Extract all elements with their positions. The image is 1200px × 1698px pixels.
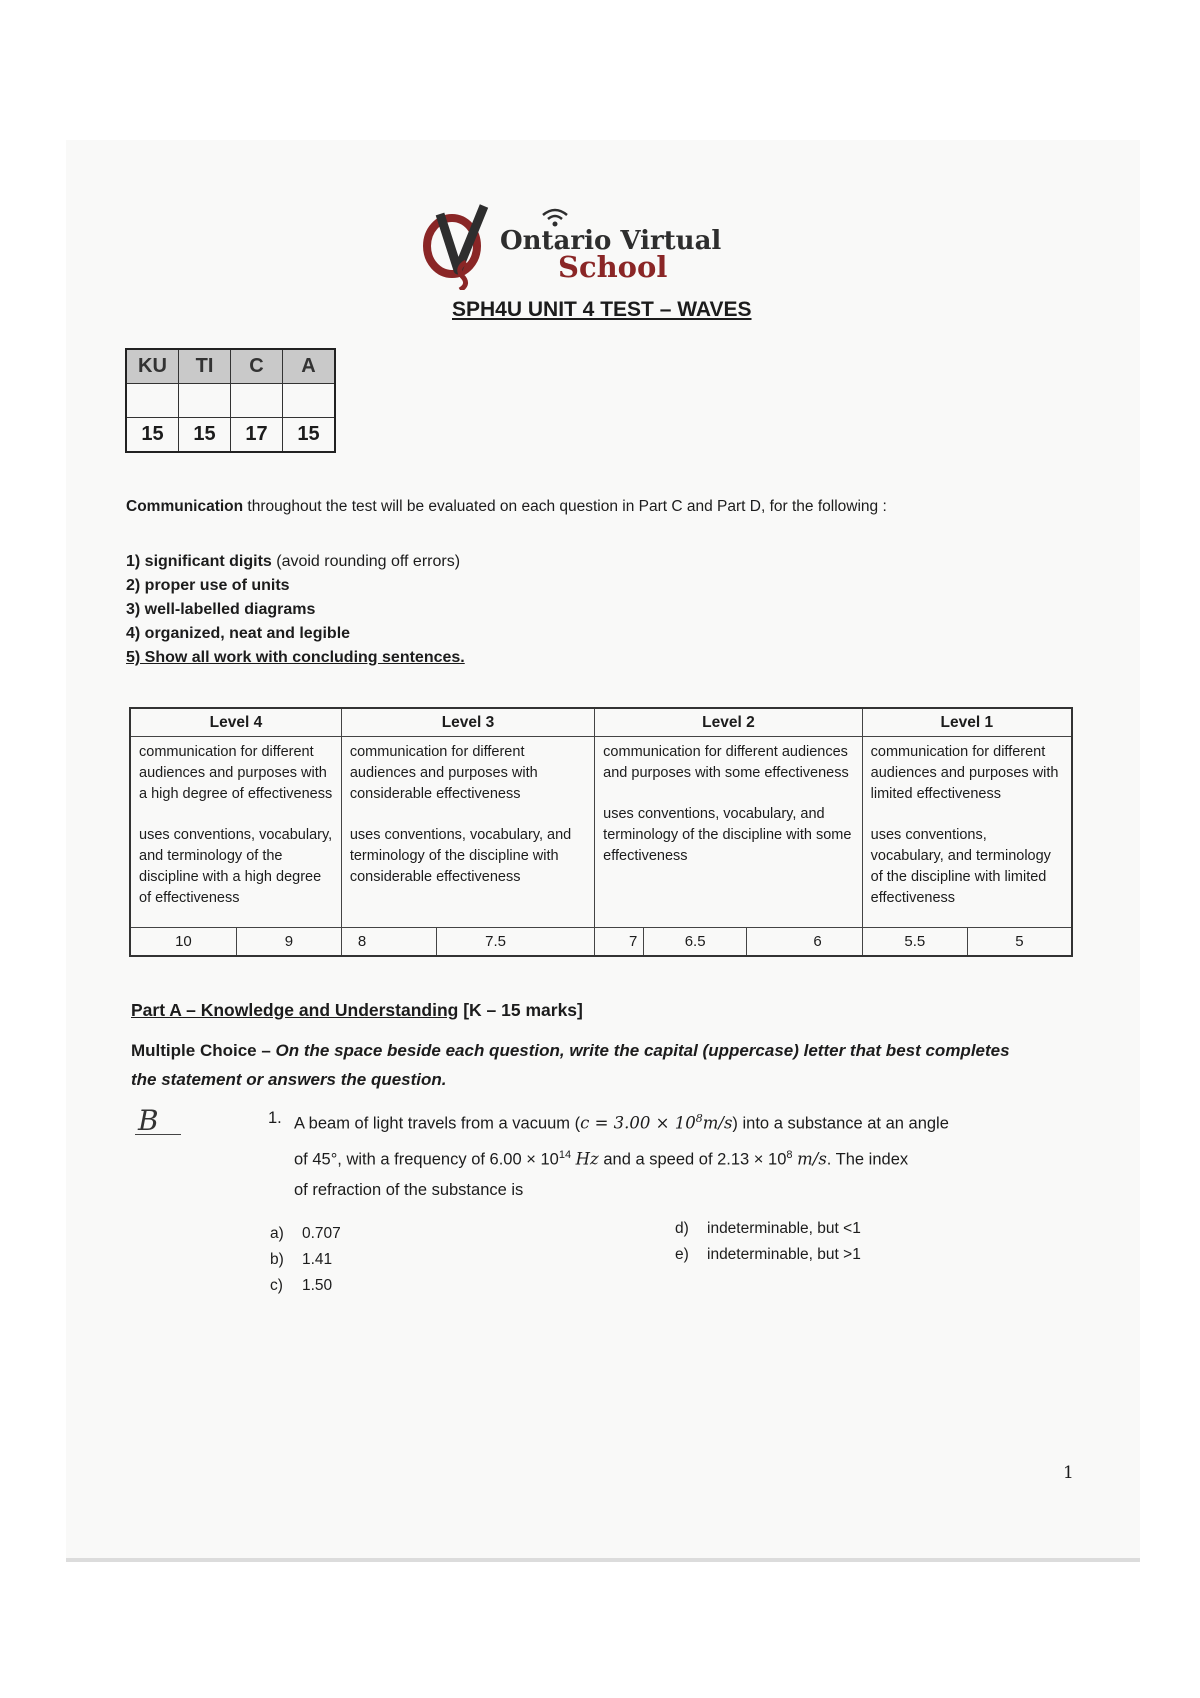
exponent: 8 bbox=[695, 1112, 703, 1125]
criterion-label: 1) significant digits bbox=[126, 553, 272, 570]
school-logo bbox=[422, 200, 722, 290]
question-text-part: ) into a substance at an angle bbox=[732, 1114, 949, 1133]
criterion-label: 3) well-labelled diagrams bbox=[126, 601, 316, 618]
exponent: 8 bbox=[786, 1148, 793, 1161]
option-label: a) bbox=[270, 1225, 284, 1242]
question-line: of refraction of the substance is bbox=[294, 1181, 524, 1199]
communication-rubric-table bbox=[129, 707, 1073, 957]
option-label: d) bbox=[675, 1220, 689, 1237]
option-label: b) bbox=[270, 1251, 284, 1268]
criterion-label: 5) Show all work with concluding sentences. bbox=[126, 649, 465, 666]
marks-header-row bbox=[126, 349, 335, 384]
criterion-label: 4) organized, neat and legible bbox=[126, 625, 351, 642]
option-b[interactable] bbox=[270, 1251, 332, 1269]
handwritten-answer: B bbox=[138, 1104, 159, 1137]
rubric-desc-conventions: uses conventions, vocabulary, and terminology of the discipline with considerable effectiveness bbox=[349, 827, 572, 885]
option-c[interactable] bbox=[270, 1277, 332, 1295]
question-text-part: of 45°, with a frequency of 6.00 × 10 bbox=[294, 1150, 559, 1168]
speed-of-light-expr: c = 3.00 × 10 bbox=[580, 1113, 696, 1133]
question-line bbox=[294, 1140, 1058, 1176]
question-text-part: . The index bbox=[826, 1150, 909, 1168]
logo-text-ontario-virtual: Ontario Virtual bbox=[500, 226, 722, 256]
rubric-level-header: Level 2 bbox=[595, 708, 862, 737]
option-text: 1.50 bbox=[302, 1277, 333, 1294]
rubric-desc-conventions: uses conventions, vocabulary, and terminology of the discipline with some effectiveness bbox=[603, 806, 852, 864]
option-label: e) bbox=[675, 1246, 689, 1263]
rubric-header-row bbox=[130, 708, 1072, 737]
question-text-part: and a speed of 2.13 × 10 bbox=[598, 1150, 787, 1168]
question-line bbox=[294, 1103, 1058, 1140]
rubric-level-header: Level 1 bbox=[862, 708, 1072, 737]
ovs-emblem-icon bbox=[422, 200, 502, 290]
marks-header-cell: TI bbox=[179, 349, 231, 384]
list-item bbox=[126, 646, 465, 670]
marks-total-cell: 15 bbox=[283, 418, 336, 453]
rubric-desc-audience: communication for different audiences and purposes with limited effectiveness bbox=[870, 744, 1059, 802]
marks-total-cell: 15 bbox=[179, 418, 231, 453]
marks-earned-cell bbox=[179, 384, 231, 418]
marks-earned-row bbox=[126, 384, 335, 418]
rubric-level-header: Level 3 bbox=[341, 708, 594, 737]
option-label: c) bbox=[270, 1277, 283, 1294]
question-text bbox=[294, 1103, 1058, 1206]
question-number: 1. bbox=[268, 1109, 282, 1127]
question-1 bbox=[268, 1103, 1058, 1206]
communication-label: Communication bbox=[126, 498, 244, 515]
option-a[interactable] bbox=[270, 1225, 341, 1243]
option-text: indeterminable, but <1 bbox=[707, 1220, 861, 1237]
rubric-score-cell: 10 bbox=[130, 928, 236, 957]
rubric-desc-audience: communication for different audiences and purposes with considerable effectiveness bbox=[349, 744, 538, 802]
rubric-desc-audience: communication for different audiences and purposes with some effectiveness bbox=[603, 744, 849, 781]
marks-summary-table bbox=[125, 348, 336, 453]
wifi-icon bbox=[540, 206, 570, 228]
rubric-score-cell: 8 bbox=[341, 928, 436, 957]
question-text-part: A beam of light travels from a vacuum ( bbox=[294, 1114, 581, 1133]
rubric-description-cell bbox=[341, 737, 594, 928]
rubric-description-row bbox=[130, 737, 1072, 928]
rubric-description-cell bbox=[862, 737, 1072, 928]
multiple-choice-instruction-text: On the space beside each question, write the capital (uppercase) letter that best completes the statement or answers the question. bbox=[131, 1041, 1010, 1089]
answer-blank-line[interactable] bbox=[135, 1134, 181, 1135]
option-text: indeterminable, but >1 bbox=[707, 1246, 861, 1263]
marks-total-cell: 15 bbox=[126, 418, 179, 453]
rubric-score-cell: 6.5 bbox=[644, 928, 747, 957]
exponent: 14 bbox=[558, 1148, 572, 1161]
marks-earned-cell bbox=[126, 384, 179, 418]
rubric-score-cell: 7 bbox=[595, 928, 644, 957]
rubric-description-cell bbox=[130, 737, 341, 928]
option-text: 1.41 bbox=[302, 1251, 333, 1268]
marks-header-cell: A bbox=[283, 349, 336, 384]
list-item bbox=[126, 550, 465, 574]
rubric-desc-conventions: uses conventions, vocabulary, and terminology of the discipline with limited effectiveness bbox=[870, 827, 1051, 906]
rubric-desc-conventions: uses conventions, vocabulary, and terminology of the discipline with a high degree of effectiveness bbox=[139, 827, 333, 906]
rubric-description-cell bbox=[595, 737, 862, 928]
list-item bbox=[126, 598, 465, 622]
part-a-heading bbox=[131, 1000, 583, 1021]
communication-criteria-list bbox=[126, 550, 465, 670]
option-d[interactable] bbox=[675, 1220, 861, 1238]
unit: m/s bbox=[702, 1113, 733, 1133]
multiple-choice-instructions bbox=[131, 1036, 1031, 1094]
criterion-label: 2) proper use of units bbox=[126, 577, 290, 594]
marks-header-cell: KU bbox=[126, 349, 179, 384]
criterion-note: (avoid rounding off errors) bbox=[271, 553, 461, 570]
list-item bbox=[126, 622, 465, 646]
paper-edge bbox=[66, 1558, 1140, 1562]
marks-total-cell: 17 bbox=[231, 418, 283, 453]
option-text: 0.707 bbox=[302, 1225, 341, 1242]
marks-header-cell: C bbox=[231, 349, 283, 384]
communication-intro-text: throughout the test will be evaluated on each question in Part C and Part D, for the following : bbox=[243, 498, 887, 515]
unit: m/s bbox=[797, 1149, 827, 1168]
marks-earned-cell bbox=[231, 384, 283, 418]
rubric-desc-audience: communication for different audiences and purposes with a high degree of effectiveness bbox=[139, 744, 333, 802]
rubric-score-cell: 9 bbox=[236, 928, 341, 957]
rubric-score-cell: 6 bbox=[746, 928, 862, 957]
part-a-title: Part A – Knowledge and Understanding bbox=[131, 1000, 459, 1020]
option-e[interactable] bbox=[675, 1246, 861, 1264]
logo-text-school: School bbox=[558, 250, 668, 284]
unit: Hz bbox=[575, 1149, 599, 1168]
page-number: 1 bbox=[1063, 1463, 1074, 1483]
multiple-choice-label: Multiple Choice – bbox=[131, 1041, 276, 1060]
page-title: SPH4U UNIT 4 TEST – WAVES bbox=[452, 298, 752, 321]
rubric-score-row bbox=[130, 928, 1072, 957]
communication-intro bbox=[126, 498, 887, 516]
part-a-marks: [K – 15 marks] bbox=[458, 1000, 583, 1020]
marks-earned-cell bbox=[283, 384, 336, 418]
rubric-score-cell: 5.5 bbox=[862, 928, 967, 957]
marks-total-row bbox=[126, 418, 335, 453]
rubric-level-header: Level 4 bbox=[130, 708, 341, 737]
rubric-score-cell: 5 bbox=[967, 928, 1072, 957]
list-item bbox=[126, 574, 465, 598]
rubric-score-cell: 7.5 bbox=[437, 928, 595, 957]
